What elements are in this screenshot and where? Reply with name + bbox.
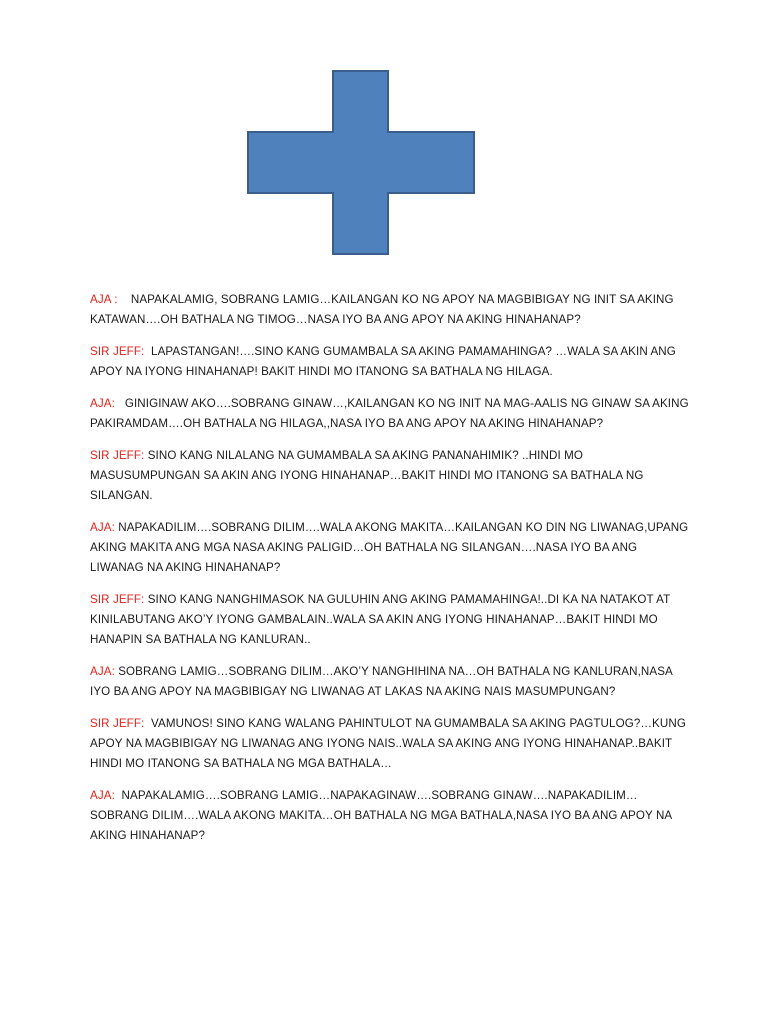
speaker-name: AJA: bbox=[90, 397, 115, 410]
dialogue-text: SOBRANG LAMIG…SOBRANG DILIM…AKO’Y NANGHIHINA NA…OH BATHALA NG KANLURAN,NASA IYO BA ANG APOY NA MAGBIBIGAY NG LIWANAG AT LAKAS NA AKING NAIS MASUMPUNGAN? bbox=[90, 665, 673, 698]
dialogue-text: SINO KANG NANGHIMASOK NA GULUHIN ANG AKING PAMAMAHINGA!..DI KA NA NATAKOT AT KINILABUTANG AKO’Y IYONG GAMBALAIN..WALA SA AKIN ANG IYONG HINAHANAP…BAKIT HINDI MO HANAPIN SA BATHALA NG KANLURAN.. bbox=[90, 593, 671, 646]
cross-icon bbox=[247, 70, 475, 255]
speaker-name: SIR JEFF: bbox=[90, 449, 145, 462]
dialogue-line bbox=[90, 662, 690, 702]
speaker-name: SIR JEFF: bbox=[90, 717, 145, 730]
speaker-name: AJA : bbox=[90, 293, 118, 306]
dialogue-text: VAMUNOS! SINO KANG WALANG PAHINTULOT NA GUMAMBALA SA AKING PAGTULOG?…KUNG APOY NA MAGBIBIGAY NG LIWANAG ANG IYONG NAIS..WALA SA AKING ANG IYONG HINAHANAP..BAKIT HINDI MO ITANONG SA BATHALA NG MGA BATHALA… bbox=[90, 717, 686, 770]
dialogue-text: NAPAKALAMIG….SOBRANG LAMIG…NAPAKAGINAW….SOBRANG GINAW….NAPAKADILIM… SOBRANG DILIM….WALA AKONG MAKITA…OH BATHALA NG MGA BATHALA,NASA IYO BA ANG APOY NA AKING HINAHANAP? bbox=[90, 789, 672, 842]
speaker-name: SIR JEFF: bbox=[90, 345, 145, 358]
dialogue-text: NAPAKALAMIG, SOBRANG LAMIG…KAILANGAN KO NG APOY NA MAGBIBIGAY NG INIT SA AKING KATAWAN….OH BATHALA NG TIMOG…NASA IYO BA ANG APOY NA AKING HINAHANAP? bbox=[90, 293, 674, 326]
script-dialogue bbox=[90, 290, 690, 858]
speaker-name: AJA: bbox=[90, 789, 115, 802]
dialogue-text: GINIGINAW AKO….SOBRANG GINAW…,KAILANGAN KO NG INIT NA MAG-AALIS NG GINAW SA AKING PAKIRAMDAM….OH BATHALA NG HILAGA,,NASA IYO BA ANG APOY NA AKING HINAHANAP? bbox=[90, 397, 689, 430]
dialogue-line bbox=[90, 342, 690, 382]
dialogue-line bbox=[90, 290, 690, 330]
dialogue-line bbox=[90, 786, 690, 846]
dialogue-text: LAPASTANGAN!….SINO KANG GUMAMBALA SA AKING PAMAMAHINGA? …WALA SA AKIN ANG APOY NA IYONG HINAHANAP! BAKIT HINDI MO ITANONG SA BATHALA NG HILAGA. bbox=[90, 345, 676, 378]
dialogue-line bbox=[90, 518, 690, 578]
speaker-name: AJA: bbox=[90, 521, 115, 534]
speaker-name: SIR JEFF: bbox=[90, 593, 145, 606]
dialogue-line bbox=[90, 394, 690, 434]
dialogue-text: NAPAKADILIM….SOBRANG DILIM….WALA AKONG MAKITA…KAILANGAN KO DIN NG LIWANAG,UPANG AKING MAKITA ANG MGA NASA AKING PALIGID…OH BATHALA NG SILANGAN….NASA IYO BA ANG LIWANAG NA AKING HINAHANAP? bbox=[90, 521, 689, 574]
dialogue-line bbox=[90, 714, 690, 774]
dialogue-text: SINO KANG NILALANG NA GUMAMBALA SA AKING PANANAHIMIK? ..HINDI MO MASUSUMPUNGAN SA AKIN ANG IYONG HINAHANAP…BAKIT HINDI MO ITANONG SA BATHALA NG SILANGAN. bbox=[90, 449, 644, 502]
dialogue-line bbox=[90, 590, 690, 650]
speaker-name: AJA: bbox=[90, 665, 115, 678]
dialogue-line bbox=[90, 446, 690, 506]
